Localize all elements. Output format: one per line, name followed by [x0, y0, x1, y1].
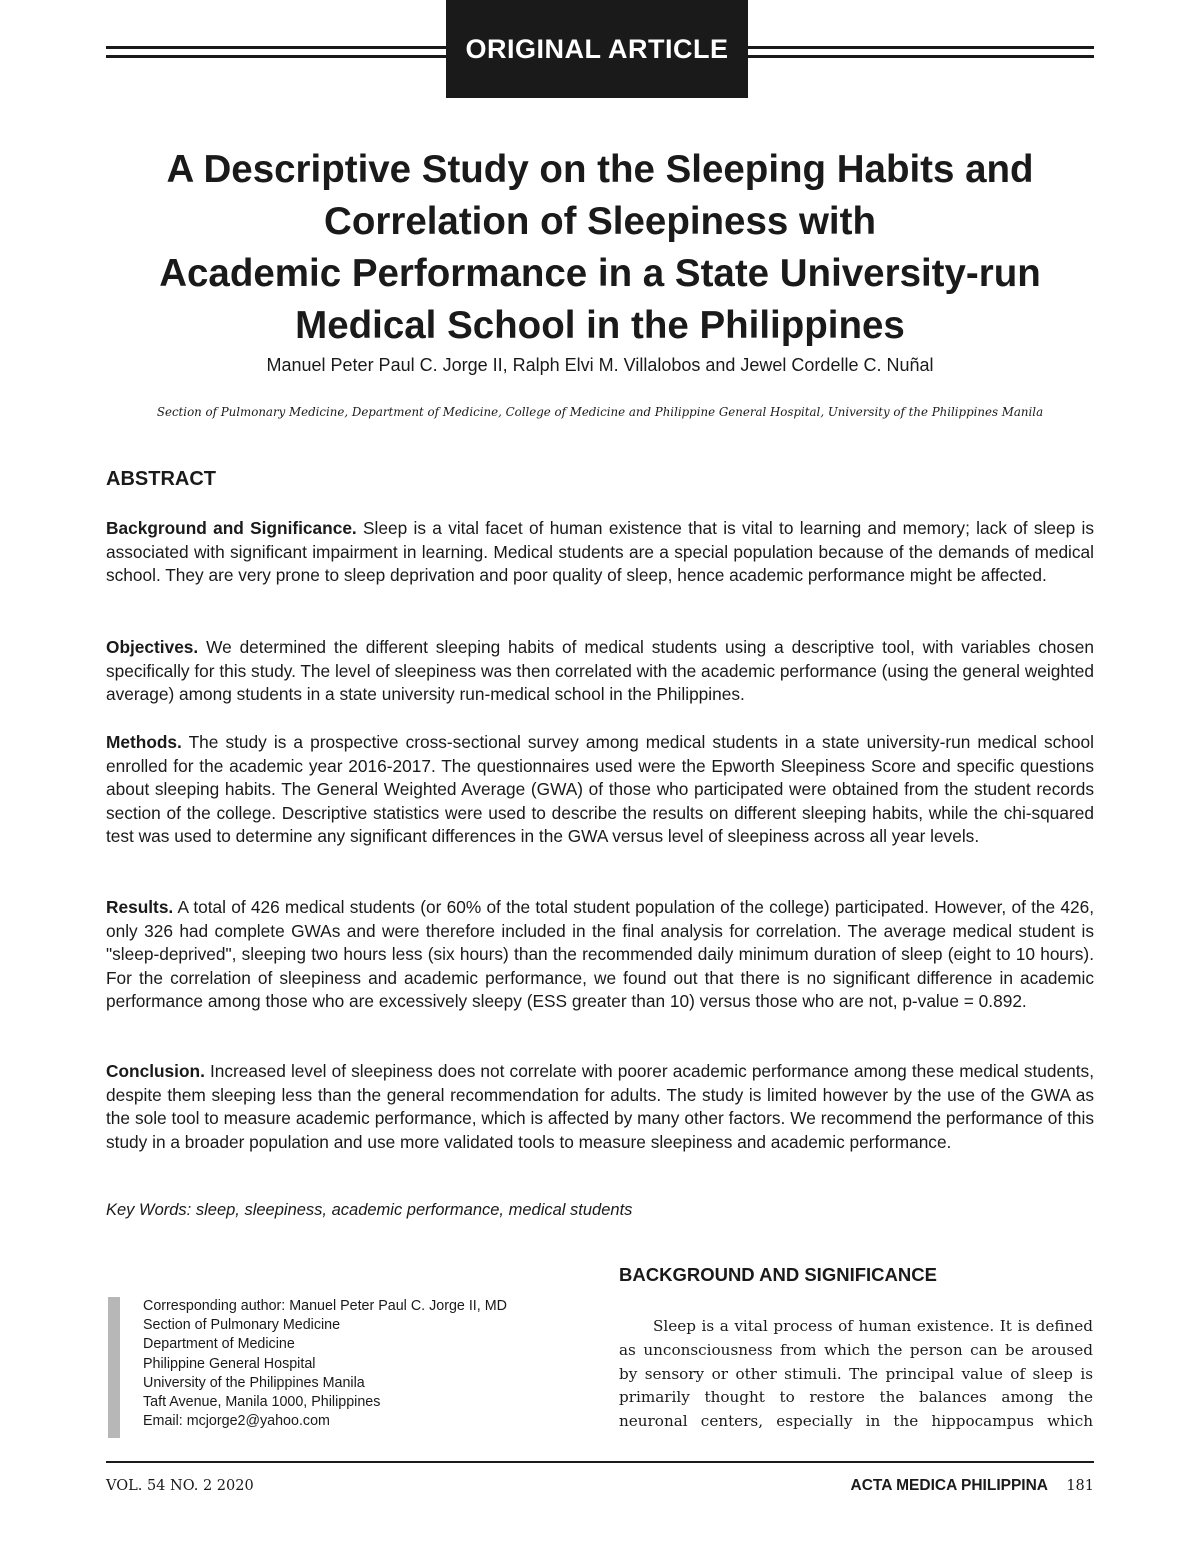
corr-line: Taft Avenue, Manila 1000, Philippines: [143, 1394, 381, 1411]
section-label: Methods.: [106, 732, 182, 752]
page-number: 181: [1066, 1478, 1094, 1494]
keywords: Key Words: sleep, sleepiness, academic performance, medical students: [106, 1201, 633, 1219]
title-line: Medical School in the Philippines: [295, 304, 905, 347]
title-line: A Descriptive Study on the Sleeping Habits and: [166, 148, 1034, 191]
journal-name: ACTA MEDICA PHILIPPINA: [850, 1477, 1048, 1494]
abstract-heading: ABSTRACT: [106, 468, 216, 490]
section-label: Conclusion.: [106, 1061, 205, 1081]
footer-rule: [106, 1461, 1094, 1463]
affiliation: Section of Pulmonary Medicine, Department of Medicine, College of Medicine and Philippine General Hospital, University of the Philippines Manila: [156, 405, 1044, 419]
abstract-objectives: [106, 636, 1094, 707]
section-text: The study is a prospective cross-sectional survey among medical students in a state university-run medical school enrolled for the academic year 2016-2017. The questionnaires used were the Epworth Sleepiness Score and specific questions about sleeping habits. The General Weighted Average (GWA) of those who participated were obtained from the student records section of the college. Descriptive statistics were used to describe the results on different sleeping habits, while the chi-squared test was used to determine any significant differences in the GWA versus level of sleepiness across all year levels.: [106, 732, 1094, 846]
section-label: Objectives.: [106, 637, 199, 657]
corr-line: Corresponding author: Manuel Peter Paul C. Jorge II, MD: [143, 1298, 507, 1314]
abstract-conclusion: [106, 1060, 1094, 1154]
section-text: A total of 426 medical students (or 60% of the total student population of the college) participated. However, of the 426, only 326 had complete GWAs and were therefore included in the final analysis for correlation. The average medical student is "sleep-deprived", sleeping two hours less (six hours) than the recommended daily minimum duration of sleep (eight to 10 hours). For the correlation of sleepiness and academic performance, we found out that there is no significant difference in academic performance among those who are excessively sleepy (ESS greater than 10) versus those who are not, p-value = 0.892.: [106, 897, 1094, 1011]
article-type-banner: ORIGINAL ARTICLE: [446, 0, 748, 98]
section-label: Results.: [106, 897, 174, 917]
body-paragraph: Sleep is a vital process of human existence. It is defined as unconsciousness from which the person can be aroused by sensory or other stimuli. The principal value of sleep is primarily thought to restore the balances among the neuronal centers, especially in the hippocampus which: [619, 1317, 1093, 1431]
corr-line: Section of Pulmonary Medicine: [143, 1317, 341, 1334]
abstract-methods: [106, 731, 1094, 849]
section-label: Background and Significance.: [106, 518, 357, 538]
header-rule-left: [106, 46, 446, 58]
abstract-background: [106, 517, 1094, 588]
header-rule-right: [748, 46, 1094, 58]
abstract-results: [106, 896, 1094, 1014]
title-line: Academic Performance in a State University-run: [159, 252, 1041, 295]
volume-info: VOL. 54 NO. 2 2020: [106, 1478, 254, 1494]
author-list: Manuel Peter Paul C. Jorge II, Ralph Elvi M. Villalobos and Jewel Cordelle C. Nuñal: [266, 355, 934, 375]
title-line: Correlation of Sleepiness with: [324, 200, 876, 243]
corr-line: Philippine General Hospital: [143, 1355, 316, 1372]
section-text: Increased level of sleepiness does not correlate with poorer academic performance among these medical students, despite them sleeping less than the general recommendation for adults. The study is limited however by the use of the GWA as the sole tool to measure academic performance, which is affected by many other factors. We recommend the performance of this study in a broader population and use more validated tools to measure sleepiness and academic performance.: [106, 1061, 1094, 1152]
corr-line: University of the Philippines Manila: [143, 1374, 365, 1391]
corresponding-author-box: [108, 1297, 507, 1438]
article-title: [100, 144, 1100, 352]
section-text: Sleep is a vital facet of human existence that is vital to learning and memory; lack of sleep is associated with significant impairment in learning. Medical students are a special population because of the demands of medical school. They are very prone to sleep deprivation and poor quality of sleep, hence academic performance might be affected.: [106, 518, 1094, 585]
section-text: We determined the different sleeping habits of medical students using a descriptive tool, with variables chosen specifically for this study. The level of sleepiness was then correlated with the academic performance (using the general weighted average) among students in a state university run-medical school in the Philippines.: [106, 637, 1094, 704]
corr-email[interactable]: Email: mcjorge2@yahoo.com: [143, 1413, 330, 1430]
corr-line: Department of Medicine: [143, 1336, 295, 1353]
section-heading: BACKGROUND AND SIGNIFICANCE: [619, 1264, 937, 1285]
